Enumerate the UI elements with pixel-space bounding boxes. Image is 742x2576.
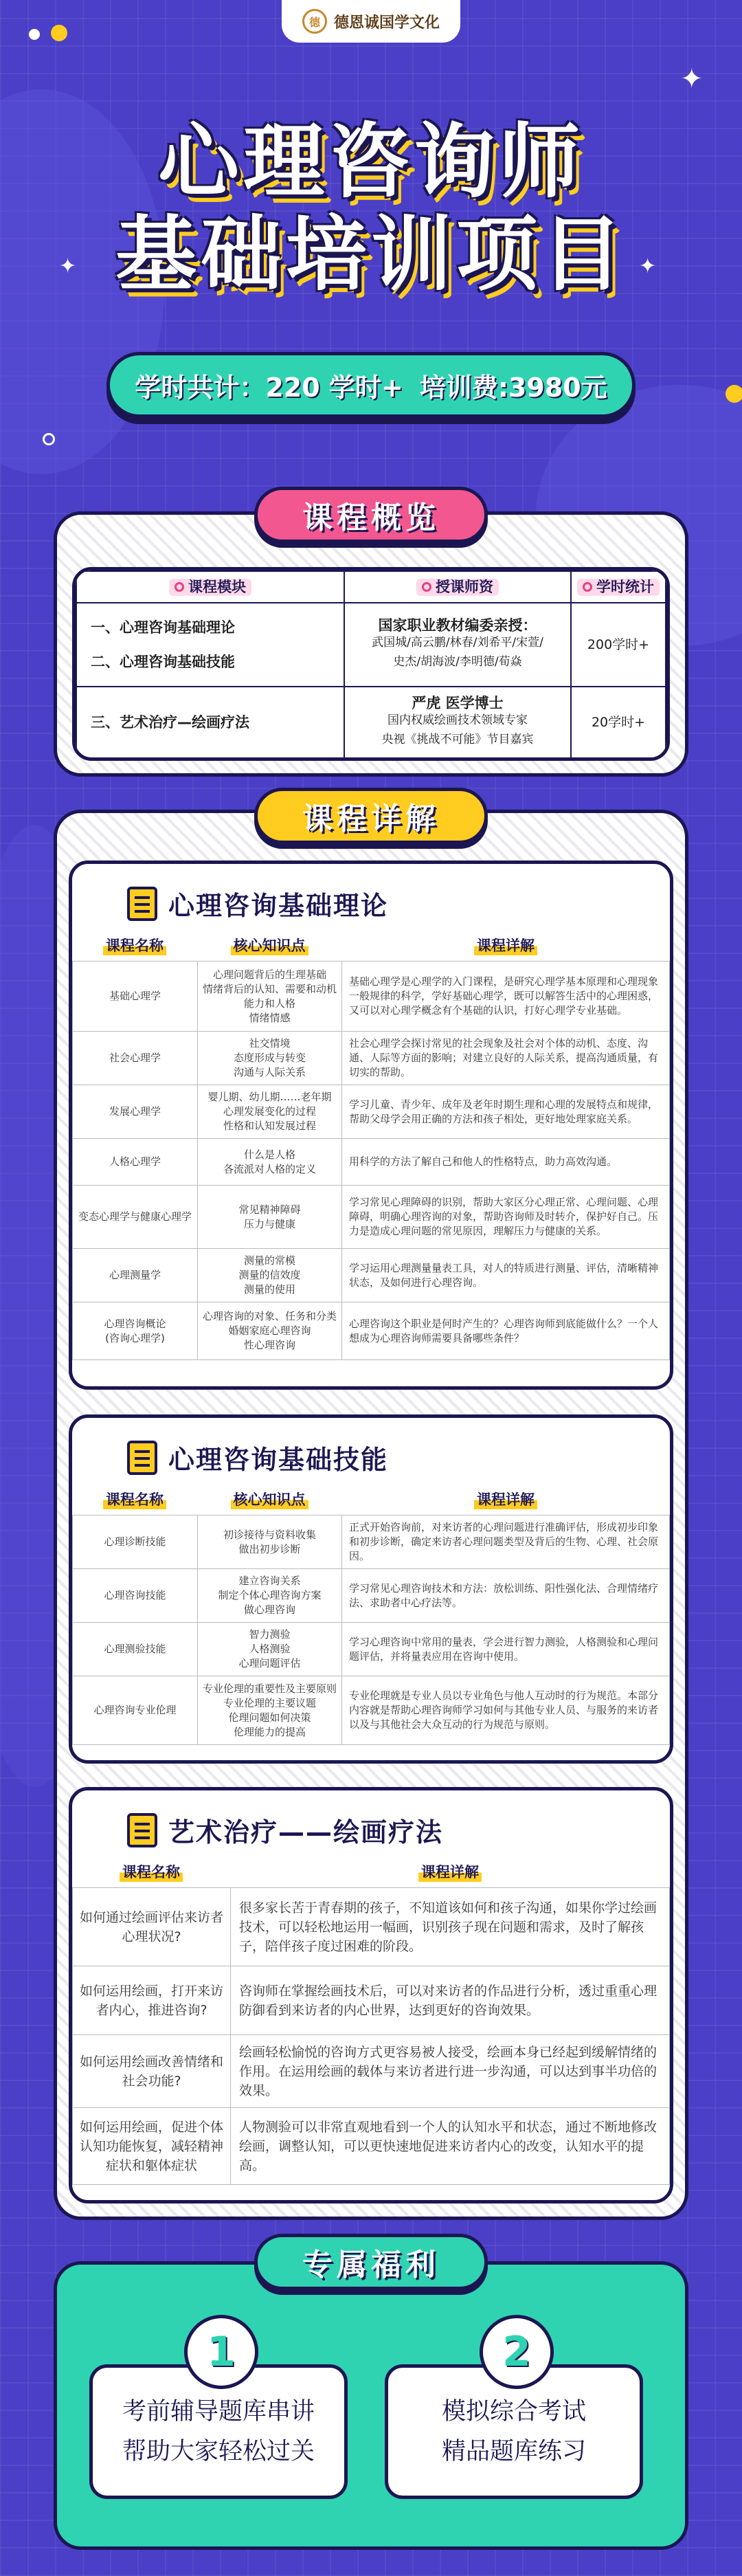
skills-section [69,1414,673,1764]
course-name: 发展心理学 [73,1085,198,1139]
core-points: 建立咨询关系 制定个体心理咨询方案 做心理咨询 [198,1569,342,1623]
overview-card [54,511,688,777]
teacher-title: 国家职业教材编委亲授： [378,617,537,634]
theory-section [69,860,673,1390]
document-icon [127,1441,157,1475]
course-name: 如何运用绘画，打开来访者内心，推进咨询? [73,1966,231,2035]
course-detail: 绘画轻松愉悦的咨询方式更容易被人接受，绘画本身已经起到缓解情绪的作用。在运用绘画的载体与来访者进行进一步沟通，可以达到事半功倍的效果。 [231,2035,670,2108]
core-points: 社交情境 态度形成与转变 沟通与人际关系 [198,1032,342,1085]
overview-badge: 课程概览 [254,487,488,543]
col-name-header: 课程名称 [103,1489,166,1509]
benefit-number: 1 [184,2315,258,2389]
dot-white [29,29,40,40]
teacher-names: 史杰/胡海波/李明德/荀焱 [393,654,522,669]
table-row [73,1623,670,1676]
core-points: 婴儿期、幼儿期……老年期 心理发展变化的过程 性格和认知发展过程 [198,1085,342,1139]
col-detail-header: 课程详解 [474,1489,537,1509]
course-detail: 正式开始咨询前，对来访者的心理问题进行准确评估，形成初步印象和初步诊断，确定来访者心理问题类型及背后的生物、心理、社会原因。 [342,1515,670,1569]
hours-value: 20学时+ [571,687,666,758]
overview-row [76,603,666,687]
teacher-bio: 央视《挑战不可能》节目嘉宾 [381,732,534,746]
dot-yellow-right [726,385,742,403]
teacher-title: 严虎 医学博士 [412,694,504,711]
header-module: 课程模块 [169,579,251,596]
hero-title-line2: 基础培训项目 [115,207,627,302]
course-detail: 专业伦理就是专业人员以专业角色与他人互动时的行为规范。本部分内容就是帮助心理咨询师学习如何与其他专业人员、与服务的来访者以及与其他社会大众互动的行为规范与原则。 [342,1676,670,1745]
brand-header [282,0,460,43]
overview-table-wrap [72,567,670,761]
col-points-header: 核心知识点 [231,1489,308,1509]
core-points: 测量的常模 测量的信效度 测量的使用 [198,1249,342,1302]
core-points: 智力测验 人格测验 心理问题评估 [198,1623,342,1676]
art-section [69,1787,673,2203]
details-badge: 课程详解 [254,788,488,844]
theory-heading: 心理咨询基础理论 [72,864,670,922]
course-detail: 社会心理学会探讨常见的社会现象及社会对个体的动机、态度、沟通、人际等方面的影响；对建立良好的人际关系，提高沟通质量，有切实的帮助。 [342,1032,670,1085]
dot-yellow [51,25,67,41]
table-row [73,1888,670,1966]
module-name: 三、艺术治疗—绘画疗法 [76,687,344,758]
benefits-badge: 专属福利 [254,2234,488,2290]
module-name: 一、心理咨询基础理论 [91,619,235,636]
core-points: 专业伦理的重要性及主要原则 专业伦理的主要议题 伦理问题如何决策 伦理能力的提高 [198,1676,342,1745]
course-name: 社会心理学 [73,1032,198,1085]
course-detail: 学习心理咨询中常用的量表，学会进行智力测验，人格测验和心理问题评估，并将量表应用在咨询中使用。 [342,1623,670,1676]
table-row [73,1249,670,1302]
header-teacher: 授课师资 [416,579,499,596]
table-row [73,1139,670,1186]
col-name-header: 课程名称 [103,935,166,955]
course-name: 心理咨询概论 (咨询心理学) [73,1302,198,1360]
col-detail-header: 课程详解 [474,935,537,955]
info-pill [106,352,636,418]
course-name: 基础心理学 [73,962,198,1032]
course-name: 心理咨询技能 [73,1569,198,1623]
course-name: 心理诊断技能 [73,1515,198,1569]
course-name: 人格心理学 [73,1139,198,1186]
ring-white [43,433,55,445]
col-name-header: 课程名称 [120,1861,183,1882]
table-row [73,962,670,1032]
header-hours: 学时统计 [577,579,660,596]
art-table [72,1887,670,2185]
course-detail: 学习儿童、青少年、成年及老年时期生理和心理的发展特点和规律，帮助父母学会用正确的方法和孩子相处，更好地处理家庭关系。 [342,1085,670,1139]
document-icon [127,1813,157,1847]
core-points: 初诊接待与资料收集 做出初步诊断 [198,1515,342,1569]
table-row [73,1569,670,1623]
course-detail: 用科学的方法了解自己和他人的性格特点，助力高效沟通。 [342,1139,670,1186]
skills-heading: 心理咨询基础技能 [72,1418,670,1476]
sparkle-icon: ✦ [639,254,657,278]
course-detail: 学习常见心理障碍的识别，帮助大家区分心理正常、心理问题、心理障碍，明确心理咨询的对象，帮助咨询师及时转介，保护好自己。压力是造成心理问题的常见原因，理解压力与健康的关系。 [342,1186,670,1249]
overview-table [76,570,666,759]
course-detail: 心理咨询这个职业是何时产生的？心理咨询师到底能做什么？一个人想成为心理咨询师需要具备哪些条件？ [342,1302,670,1360]
benefit-item: 考前辅导题库串讲 帮助大家轻松过关 [89,2364,348,2499]
table-row [73,1302,670,1360]
course-detail: 人物测验可以非常直观地看到一个人的认知水平和状态，通过不断地修改绘画，调整认知，可以更快速地促进来访者内心的改变，认知水平的提高。 [231,2108,670,2185]
course-name: 如何通过绘画评估来访者心理状况? [73,1888,231,1966]
course-detail: 学习常见心理咨询技术和方法：放松训练、阳性强化法、合理情绪疗法、求助者中心疗法等。 [342,1569,670,1623]
overview-row [76,687,666,758]
core-points: 心理咨询的对象、任务和分类 婚姻家庭心理咨询 性心理咨询 [198,1302,342,1360]
table-row [73,2035,670,2108]
table-row [73,1032,670,1085]
hours-value: 200学时+ [571,603,666,687]
course-name: 变态心理学与健康心理学 [73,1186,198,1249]
col-detail-header: 课程详解 [418,1861,482,1882]
table-row [73,1966,670,2035]
course-name: 如何运用绘画，促进个体认知功能恢复，减轻精神症状和躯体症状 [73,2108,231,2185]
table-row [73,1186,670,1249]
course-detail: 咨询师在掌握绘画技术后，可以对来访者的作品进行分析，透过重重心理防御看到来访者的内心世界，达到更好的咨询效果。 [231,1966,670,2035]
skills-table [72,1515,670,1745]
training-fee: 培训费:3980元 [419,372,607,403]
teacher-names: 武国城/高云鹏/林春/刘希平/宋萱/ [372,635,543,649]
course-name: 心理测量学 [73,1249,198,1302]
theory-table [72,961,670,1360]
course-name: 心理咨询专业伦理 [73,1676,198,1745]
course-detail: 很多家长苦于青春期的孩子，不知道该如何和孩子沟通，如果你学过绘画技术，可以轻松地运用一幅画，识别孩子现在问题和需求，及时了解孩子，陪伴孩子度过困难的阶段。 [231,1888,670,1966]
benefit-number: 2 [480,2315,554,2389]
col-points-header: 核心知识点 [231,935,308,955]
table-row [73,1515,670,1569]
total-hours: 学时共计：220 学时+ [135,372,403,403]
sparkle-icon: ✦ [680,63,704,95]
course-detail: 基础心理学是心理学的入门课程，是研究心理学基本原理和心理现象一般规律的科学，学好基础心理学，既可以解答生活中的心理困惑，又可以对心理学概念有个基础的认识，打好心理学专业基础。 [342,962,670,1032]
document-icon [127,887,157,921]
course-name: 心理测验技能 [73,1623,198,1676]
brand-logo-icon: 德 [302,9,327,34]
benefit-item: 模拟综合考试 精品题库练习 [385,2364,643,2499]
course-name: 如何运用绘画改善情绪和社会功能? [73,2035,231,2108]
art-heading: 艺术治疗——绘画疗法 [72,1790,670,1849]
core-points: 什么是人格 各流派对人格的定义 [198,1139,342,1186]
brand-name: 德恩诚国学文化 [333,14,440,32]
teacher-bio: 国内权威绘画技术领域专家 [387,713,528,727]
table-row [73,1676,670,1745]
table-row [73,1085,670,1139]
table-row [73,2108,670,2185]
core-points: 常见精神障碍 压力与健康 [198,1186,342,1249]
sparkle-icon: ✦ [59,254,77,278]
hero-title-line1: 心理咨询师 [157,114,584,209]
core-points: 心理问题背后的生理基础 情绪背后的认知、需要和动机 能力和人格 情绪情感 [198,962,342,1032]
module-name: 二、心理咨询基础技能 [91,654,235,670]
course-detail: 学习运用心理测量量表工具，对人的特质进行测量、评估，清晰精神状态，及如何进行心理咨询。 [342,1249,670,1302]
